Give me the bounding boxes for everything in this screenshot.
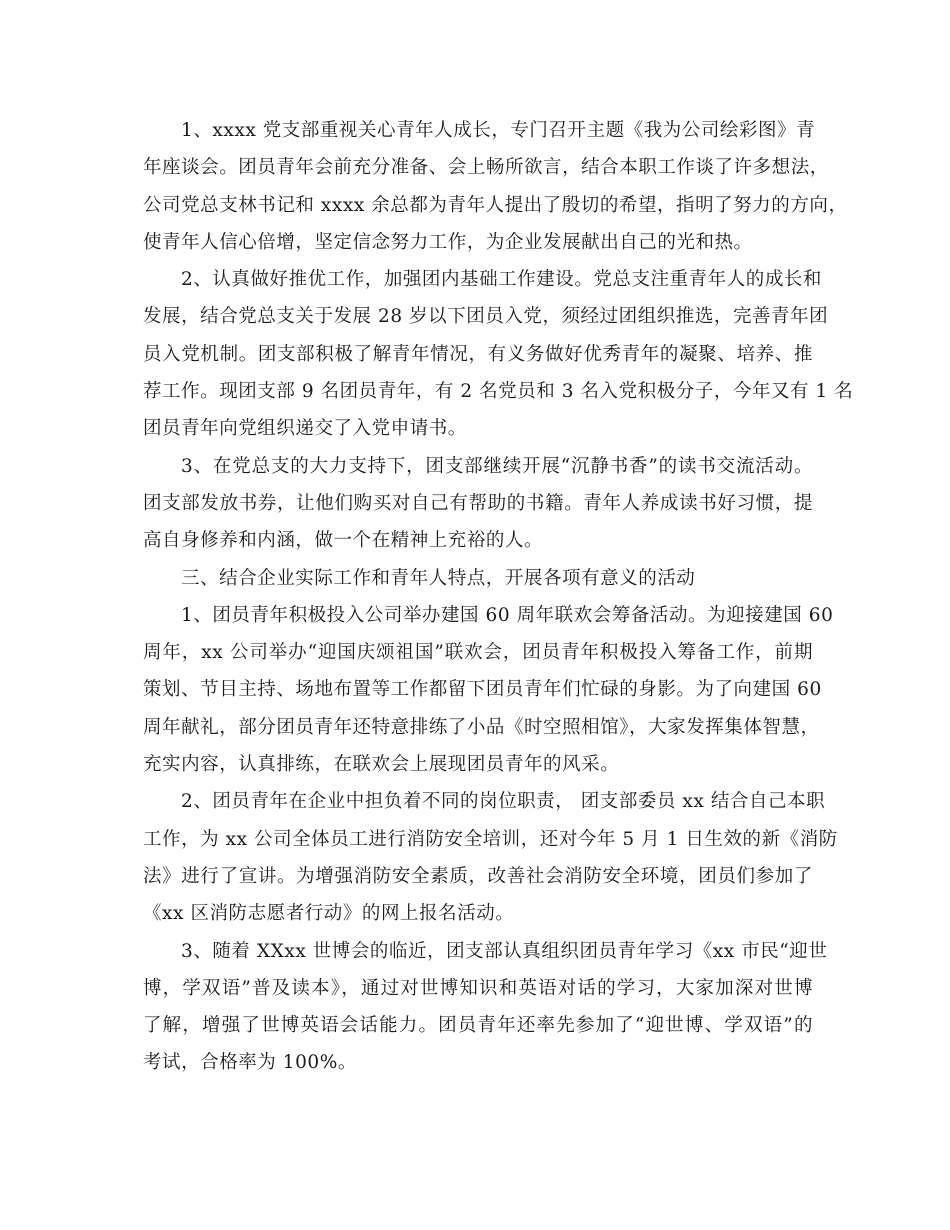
text-line: 年座谈会。团员青年会前充分准备、会上畅所欲言，结合本职工作谈了许多想法， bbox=[143, 157, 829, 179]
text-line: 团员青年向党组织递交了入党申请书。 bbox=[143, 418, 467, 440]
text-line: 高自身修养和内涵，做一个在精神上充裕的人。 bbox=[143, 530, 544, 552]
text-line: 2、认真做好推优工作，加强团内基础工作建设。党总支注重青年人的成长和 bbox=[181, 269, 822, 291]
text-line: 1、团员青年积极投入公司举办建国 60 周年联欢会筹备活动。为迎接建国 60 bbox=[181, 604, 834, 626]
text-line: 3、随着 XXxx 世博会的临近，团支部认真组织团员青年学习《xx 市民“迎世 bbox=[181, 940, 828, 962]
text-line: 3、在党总支的大力支持下，团支部继续开展“沉静书香”的读书交流活动。 bbox=[181, 455, 813, 477]
text-line: 公司党总支林书记和 xxxx 余总都为青年人提出了殷切的希望，指明了努力的方向， bbox=[143, 194, 848, 216]
text-line: 策划、节目主持、场地布置等工作都留下团员青年们忙碌的身影。为了向建国 60 bbox=[143, 679, 822, 701]
text-line: 团支部发放书券，让他们购买对自己有帮助的书籍。青年人养成读书好习惯，提 bbox=[143, 492, 813, 514]
text-line: 使青年人信心倍增，坚定信念努力工作，为企业发展献出自己的光和热。 bbox=[143, 231, 753, 253]
text-line: 法》进行了宣讲。为增强消防安全素质，改善社会消防安全环境，团员们参加了 bbox=[143, 865, 813, 887]
text-line: 1、xxxx 党支部重视关心青年人成长，专门召开主题《我为公司绘彩图》青 bbox=[181, 120, 816, 141]
text-line: 博，学双语”普及读本》，通过对世博知识和英语对话的学习，大家加深对世博 bbox=[143, 977, 813, 999]
text-line: 员入党机制。团支部积极了解青年情况，有义务做好优秀青年的凝聚、培养、推 bbox=[143, 343, 813, 365]
text-line: 考试，合格率为 100%。 bbox=[143, 1052, 357, 1074]
section-heading: 三、结合企业实际工作和青年人特点，开展各项有意义的活动 bbox=[181, 567, 696, 589]
text-line: 周年献礼，部分团员青年还特意排练了小品《时空照相馆》，大家发挥集体智慧， bbox=[143, 716, 820, 738]
text-line: 荐工作。现团支部 9 名团员青年，有 2 名党员和 3 名入党积极分子，今年又有 1 名 bbox=[143, 381, 854, 403]
text-line: 工作，为 xx 公司全体员工进行消防安全培训，还对今年 5 月 1 日生效的新《消防 bbox=[143, 828, 838, 850]
text-line: 2、团员青年在企业中担负着不同的岗位职责， 团支部委员 xx 结合自己本职 bbox=[181, 791, 826, 813]
text-line: 充实内容，认真排练，在联欢会上展现团员青年的风采。 bbox=[143, 754, 620, 776]
text-line: 了解，增强了世博英语会话能力。团员青年还率先参加了“迎世博、学双语”的 bbox=[143, 1015, 813, 1037]
text-line: 周年，xx 公司举办“迎国庆颂祖国”联欢会，团员青年积极投入筹备工作，前期 bbox=[143, 642, 813, 664]
text-line: 《xx 区消防志愿者行动》的网上报名活动。 bbox=[143, 903, 515, 925]
text-line: 发展，结合党总支关于发展 28 岁以下团员入党，须经过团组织推选，完善青年团 bbox=[143, 306, 829, 328]
document-body bbox=[143, 112, 854, 1082]
